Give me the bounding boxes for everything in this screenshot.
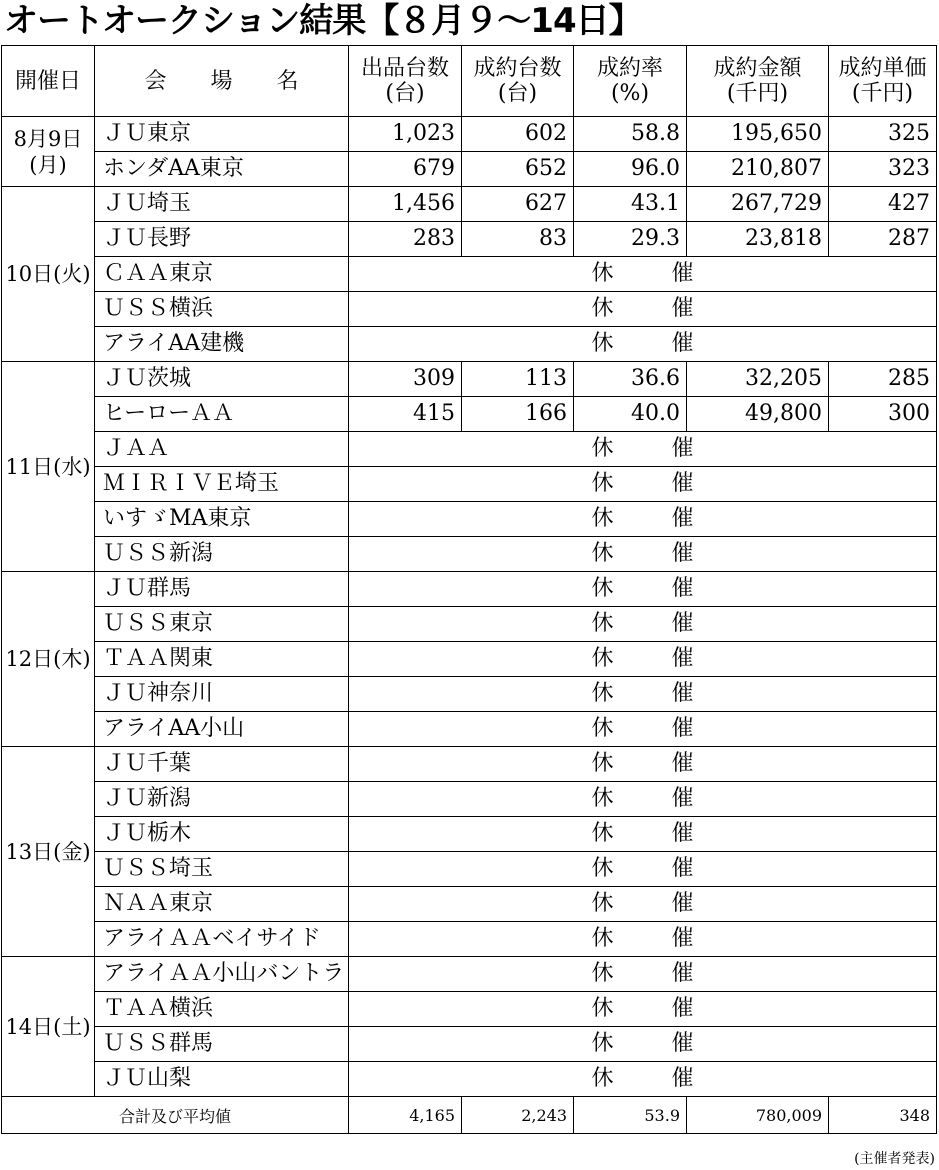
table-row (2, 362, 937, 397)
venue-cell: ＪＵ新潟 (95, 782, 349, 817)
auction-results-table (1, 45, 937, 1134)
table-row (2, 992, 937, 1027)
closed-cell: 休 催 (349, 1027, 937, 1062)
venue-cell: ＪＵ長野 (95, 222, 349, 257)
venue-cell: ＵＳＳ横浜 (95, 292, 349, 327)
venue-cell: アライＡＡベイサイド (95, 922, 349, 957)
closed-cell: 休 催 (349, 607, 937, 642)
table-row (2, 642, 937, 677)
closed-cell: 休 催 (349, 887, 937, 922)
table-row (2, 677, 937, 712)
closed-cell: 休 催 (349, 467, 937, 502)
total-unit: 348 (829, 1097, 937, 1134)
table-row (2, 117, 937, 152)
rate-cell: 40.0 (574, 397, 687, 432)
rate-cell: 43.1 (574, 187, 687, 222)
venue-cell: ホンダAA東京 (95, 152, 349, 187)
table-row (2, 572, 937, 607)
unit-cell: 325 (829, 117, 937, 152)
unit-cell: 300 (829, 397, 937, 432)
closed-cell: 休 催 (349, 747, 937, 782)
closed-cell: 休 催 (349, 257, 937, 292)
header-day: 開催日 (2, 46, 95, 117)
table-row (2, 922, 937, 957)
table-row (2, 222, 937, 257)
closed-cell: 休 催 (349, 992, 937, 1027)
table-row (2, 747, 937, 782)
venue-cell: ＵＳＳ東京 (95, 607, 349, 642)
table-row (2, 712, 937, 747)
header-listed: 出品台数 (台) (349, 46, 462, 117)
source-note: (主催者発表) (854, 1151, 935, 1167)
closed-cell: 休 催 (349, 677, 937, 712)
table-row (2, 257, 937, 292)
amount-cell: 49,800 (687, 397, 829, 432)
unit-cell: 285 (829, 362, 937, 397)
rate-cell: 58.8 (574, 117, 687, 152)
venue-cell: ＪＵ群馬 (95, 572, 349, 607)
unit-cell: 323 (829, 152, 937, 187)
venue-cell: ＵＳＳ埼玉 (95, 852, 349, 887)
closed-cell: 休 催 (349, 572, 937, 607)
header-unit: 成約単価 (千円) (829, 46, 937, 117)
table-row (2, 887, 937, 922)
venue-cell: ＴＡＡ関東 (95, 642, 349, 677)
venue-cell: ＪＡＡ (95, 432, 349, 467)
table-row (2, 1027, 937, 1062)
venue-cell: ＵＳＳ新潟 (95, 537, 349, 572)
table-row (2, 1062, 937, 1097)
table-row (2, 502, 937, 537)
venue-cell: ＪＵ東京 (95, 117, 349, 152)
closed-cell: 休 催 (349, 782, 937, 817)
closed-cell: 休 催 (349, 642, 937, 677)
amount-cell: 195,650 (687, 117, 829, 152)
venue-cell: アライAA建機 (95, 327, 349, 362)
header-contracted: 成約台数 (台) (462, 46, 574, 117)
closed-cell: 休 催 (349, 292, 937, 327)
listed-cell: 679 (349, 152, 462, 187)
venue-cell: ＪＵ神奈川 (95, 677, 349, 712)
rate-cell: 36.6 (574, 362, 687, 397)
table-row (2, 537, 937, 572)
table-row (2, 292, 937, 327)
unit-cell: 427 (829, 187, 937, 222)
day-cell: 12日(木) (2, 572, 95, 747)
contracted-cell: 83 (462, 222, 574, 257)
venue-cell: ＪＵ茨城 (95, 362, 349, 397)
table-row (2, 607, 937, 642)
closed-cell: 休 催 (349, 537, 937, 572)
table-row (2, 467, 937, 502)
venue-cell: いすゞMA東京 (95, 502, 349, 537)
day-cell: 11日(水) (2, 362, 95, 572)
table-row (2, 187, 937, 222)
total-rate: 53.9 (574, 1097, 687, 1134)
rate-cell: 29.3 (574, 222, 687, 257)
listed-cell: 415 (349, 397, 462, 432)
total-row (2, 1097, 937, 1134)
page-title: オートオークション結果【８月９～14日】 (4, 1, 642, 41)
table-row (2, 327, 937, 362)
header-venue: 会 場 名 (95, 46, 349, 117)
day-cell: 14日(土) (2, 957, 95, 1097)
table-row (2, 152, 937, 187)
closed-cell: 休 催 (349, 957, 937, 992)
header-amount: 成約金額 (千円) (687, 46, 829, 117)
venue-cell: ＪＵ埼玉 (95, 187, 349, 222)
listed-cell: 1,456 (349, 187, 462, 222)
amount-cell: 210,807 (687, 152, 829, 187)
amount-cell: 32,205 (687, 362, 829, 397)
table-row (2, 852, 937, 887)
rate-cell: 96.0 (574, 152, 687, 187)
table-row (2, 817, 937, 852)
listed-cell: 1,023 (349, 117, 462, 152)
total-contracted: 2,243 (462, 1097, 574, 1134)
venue-cell: ＪＵ栃木 (95, 817, 349, 852)
closed-cell: 休 催 (349, 1062, 937, 1097)
table-row (2, 397, 937, 432)
total-amount: 780,009 (687, 1097, 829, 1134)
venue-cell: ヒーローＡＡ (95, 397, 349, 432)
venue-cell: ＮＡＡ東京 (95, 887, 349, 922)
day-cell: 10日(火) (2, 187, 95, 362)
contracted-cell: 166 (462, 397, 574, 432)
venue-cell: ＭＩＲＩＶＥ埼玉 (95, 467, 349, 502)
amount-cell: 267,729 (687, 187, 829, 222)
venue-cell: ＴＡＡ横浜 (95, 992, 349, 1027)
venue-cell: ＵＳＳ群馬 (95, 1027, 349, 1062)
table-row (2, 782, 937, 817)
table-row (2, 957, 937, 992)
closed-cell: 休 催 (349, 922, 937, 957)
listed-cell: 283 (349, 222, 462, 257)
amount-cell: 23,818 (687, 222, 829, 257)
unit-cell: 287 (829, 222, 937, 257)
closed-cell: 休 催 (349, 502, 937, 537)
contracted-cell: 113 (462, 362, 574, 397)
contracted-cell: 627 (462, 187, 574, 222)
venue-cell: アライAA小山 (95, 712, 349, 747)
closed-cell: 休 催 (349, 432, 937, 467)
day-cell: 8月9日 (月) (2, 117, 95, 187)
closed-cell: 休 催 (349, 852, 937, 887)
header-rate: 成約率 (%) (574, 46, 687, 117)
listed-cell: 309 (349, 362, 462, 397)
venue-cell: ＣＡＡ東京 (95, 257, 349, 292)
contracted-cell: 602 (462, 117, 574, 152)
closed-cell: 休 催 (349, 817, 937, 852)
closed-cell: 休 催 (349, 712, 937, 747)
venue-cell: ＪＵ山梨 (95, 1062, 349, 1097)
day-cell: 13日(金) (2, 747, 95, 957)
venue-cell: アライＡＡ小山バントラ (95, 957, 349, 992)
venue-cell: ＪＵ千葉 (95, 747, 349, 782)
contracted-cell: 652 (462, 152, 574, 187)
total-label: 合計及び平均値 (2, 1097, 349, 1134)
table-row (2, 432, 937, 467)
total-listed: 4,165 (349, 1097, 462, 1134)
header-row (2, 46, 937, 117)
closed-cell: 休 催 (349, 327, 937, 362)
